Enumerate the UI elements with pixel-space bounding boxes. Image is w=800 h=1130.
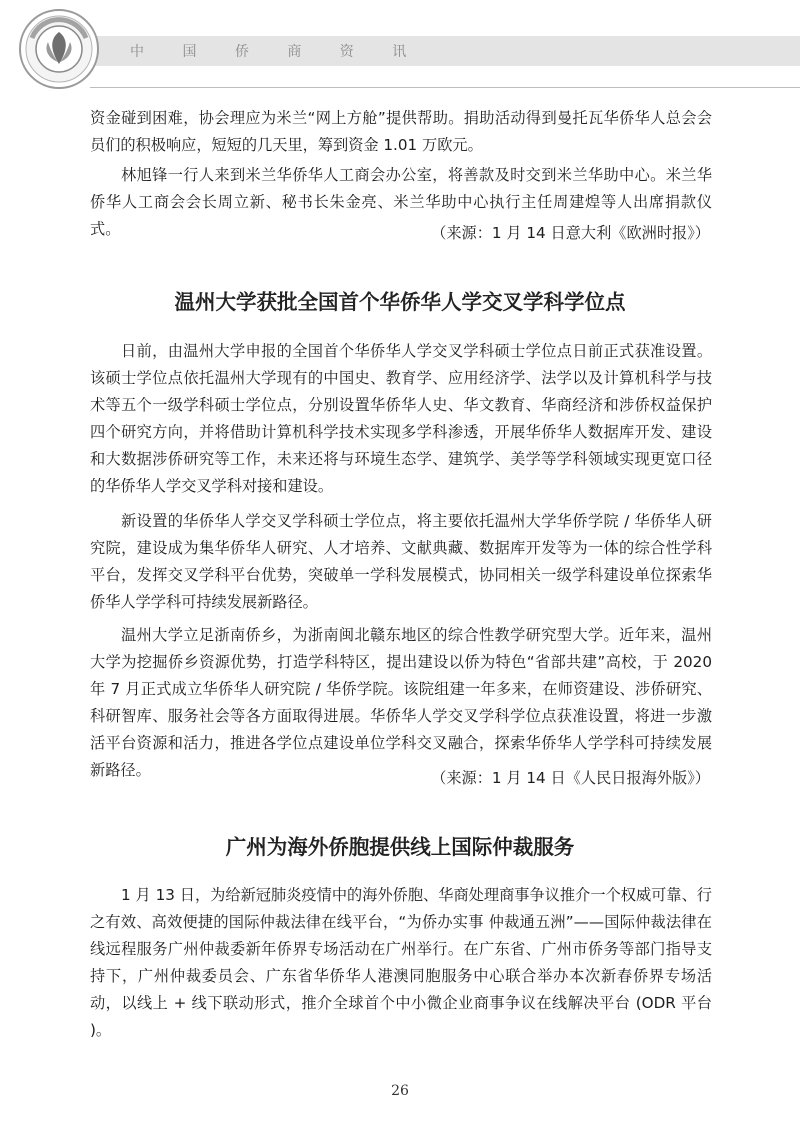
article2-paragraph: 1 月 13 日，为给新冠肺炎疫情中的海外侨胞、华商处理商事争议推介一个权威可靠、行之有效、高效便捷的国际仲裁法律在线平台，“为侨办实事 仲裁通五洲”——国际仲裁法律在线远程服务广州仲裁委新年侨界专场活动在广州举行。在广东省、广州市侨务等部门指导支持下，广州仲裁委员会、广东省华侨华人港澳同胞服务中心联合举办本次新春侨界专场活动，以线上 + 线下联动形式，推介全球首个中小微企业商事争议在线解决平台 (ODR 平台 )。 bbox=[90, 886, 712, 1039]
article1-paragraph: 新设置的华侨华人学交叉学科硕士学位点，将主要依托温州大学华侨学院 / 华侨华人研究院，建设成为集华侨华人研究、人才培养、文献典藏、数据库开发等为一体的综合性学科平台，发挥交叉学科平台优势，突破单一学科发展模式，协同相关一级学科建设单位探索华侨华人学学科可持续发展新路径。 bbox=[90, 512, 712, 611]
logo-emblem bbox=[18, 8, 100, 90]
article1-source: （来源：1 月 14 日《人民日报海外版》） bbox=[431, 769, 710, 787]
article-title-wenzhou: 温州大学获批全国首个华侨华人学交叉学科学位点 bbox=[174, 290, 626, 314]
page-number: 26 bbox=[391, 1083, 409, 1099]
article1-paragraph: 温州大学立足浙南侨乡，为浙南闽北赣东地区的综合性教学研究型大学。近年来，温州大学为挖掘侨乡资源优势，打造学科特区，提出建设以侨为特色“省部共建”高校，于 2020 年 7 月正式成立华侨华人研究院 / 华侨学院。该院组建一年多来，在师资建设、涉侨研究、科研智库、服务社会等各方面取得进展。华侨华人学交叉学科学位点获准设置，将进一步激活平台资源和活力，推进各学位点建设单位学科交叉融合，探索华侨华人学学科可持续发展新路径。 bbox=[90, 626, 712, 779]
continued-source: （来源：1 月 14 日意大利《欧洲时报》） bbox=[431, 224, 710, 242]
continued-paragraph-1: 资金碰到困难，协会理应为米兰“网上方舱”提供帮助。捐助活动得到曼托瓦华侨华人总会会员们的积极响应，短短的几天里，筹到资金 1.01 万欧元。 bbox=[90, 109, 712, 154]
header-title: 中 国 侨 商 资 讯 bbox=[130, 44, 424, 60]
article1-paragraph: 日前，由温州大学申报的全国首个华侨华人学交叉学科硕士学位点日前正式获准设置。该硕士学位点依托温州大学现有的中国史、教育学、应用经济学、法学以及计算机科学与技术等五个一级学科硕士学位点，分别设置华侨华人史、华文教育、华商经济和涉侨权益保护四个研究方向，并将借助计算机科学技术实现多学科渗透，开展华侨华人数据库开发、建设和大数据涉侨研究等工作，未来还将与环境生态学、建筑学、美学等学科领域实现更宽口径的华侨华人学交叉学科对接和建设。 bbox=[90, 342, 712, 495]
continued-paragraph-2: 林旭锋一行人来到米兰华侨华人工商会办公室，将善款及时交到米兰华助中心。米兰华侨华人工商会会长周立新、秘书长朱金亮、米兰华助中心执行主任周建煌等人出席捐款仪式。 bbox=[90, 166, 712, 238]
header-divider bbox=[90, 87, 800, 88]
article-title-guangzhou: 广州为海外侨胞提供线上国际仲裁服务 bbox=[225, 835, 575, 859]
